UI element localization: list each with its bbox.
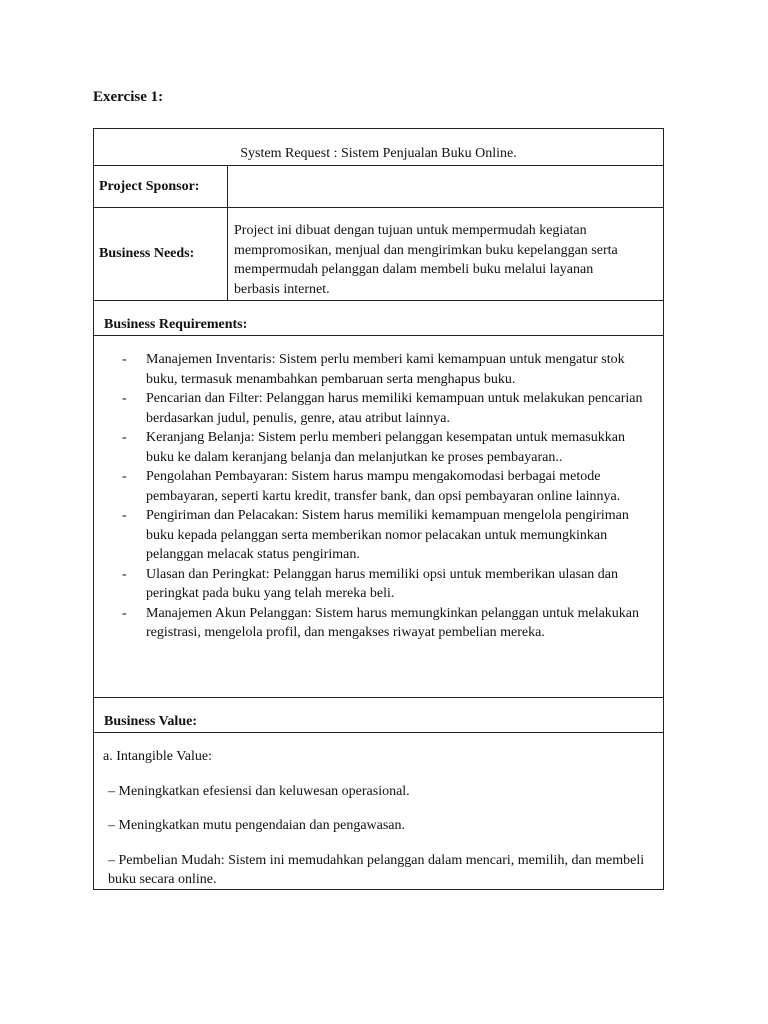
requirements-list [94,350,663,643]
business-needs-value: Project ini dibuat dengan tujuan untuk mempermudah kegiatan mempromosikan, menjual dan mengirimkan buku kepelanggan serta mempermudah pelanggan dalam membeli buku melalui layanan berbasis internet. [234,223,618,297]
list-item [94,565,663,604]
requirement-text: Ulasan dan Peringkat: Pelanggan harus memiliki opsi untuk memberikan ulasan dan peringkat pada buku yang telah mereka beli. [146,566,619,601]
list-item [94,389,663,428]
requirement-text: Manajemen Inventaris: Sistem perlu memberi kami kemampuan untuk mengatur stok buku, termasuk menambahkan pembaruan serta menghapus buku. [146,352,625,387]
value-item: – Pembelian Mudah: Sistem ini memudahkan pelanggan dalam mencari, memilih, dan membeli buku secara online. [108,852,645,887]
bullet-dash: - [122,508,127,523]
bullet-dash: - [122,391,127,406]
requirement-text: Pencarian dan Filter: Pelanggan harus memiliki kemampuan untuk melakukan pencarian berdasarkan judul, penulis, genre, atau atribut lainnya. [146,391,643,426]
system-request-title: System Request : Sistem Penjualan Buku Online. [240,146,517,161]
list-item [94,506,663,565]
requirement-text: Pengiriman dan Pelacakan: Sistem harus memiliki kemampuan mengelola pengiriman buku kepada pelanggan serta memberikan nomor pelacakan untuk memungkinkan pelanggan melacak status pengiriman. [146,508,629,562]
bullet-dash: - [122,605,127,621]
intangible-value-label: a. Intangible Value: [103,749,212,764]
business-requirements-label: Business Requirements: [104,317,248,332]
business-value-heading [94,698,663,733]
list-item [94,467,663,506]
requirement-text: Keranjang Belanja: Sistem perlu memberi pelanggan kesempatan untuk memasukkan buku ke dalam keranjang belanja dan melanjutkan ke proses pembayaran.. [146,430,625,465]
project-sponsor-row [94,166,663,208]
value-item: – Meningkatkan mutu pengendaian dan pengawasan. [108,818,406,833]
exercise-title: Exercise 1: [93,89,164,105]
system-request-row [94,129,663,166]
business-needs-label: Business Needs: [94,208,228,300]
list-item [94,350,663,389]
business-value-row [94,733,663,889]
system-request-table [93,128,664,890]
business-requirements-heading [94,301,663,336]
requirement-text: Pengolahan Pembayaran: Sistem harus mampu mengakomodasi berbagai metode pembayaran, seperti kartu kredit, transfer bank, dan opsi pembayaran online lainnya. [146,469,621,504]
project-sponsor-label: Project Sponsor: [94,166,228,207]
business-value-label: Business Value: [104,714,197,729]
business-requirements-row [94,336,663,698]
list-item [94,604,663,643]
requirement-text: Manajemen Akun Pelanggan: Sistem harus memungkinkan pelanggan untuk melakukan registrasi, mengelola profil, dan mengakses riwayat pembelian mereka. [146,605,640,640]
business-needs-row [94,208,663,301]
value-item: – Meningkatkan efesiensi dan keluwesan operasional. [108,783,410,799]
bullet-dash: - [122,430,127,445]
bullet-dash: - [122,352,127,367]
list-item [94,428,663,467]
bullet-dash: - [122,469,127,484]
project-sponsor-value [228,166,663,207]
bullet-dash: - [122,566,127,582]
